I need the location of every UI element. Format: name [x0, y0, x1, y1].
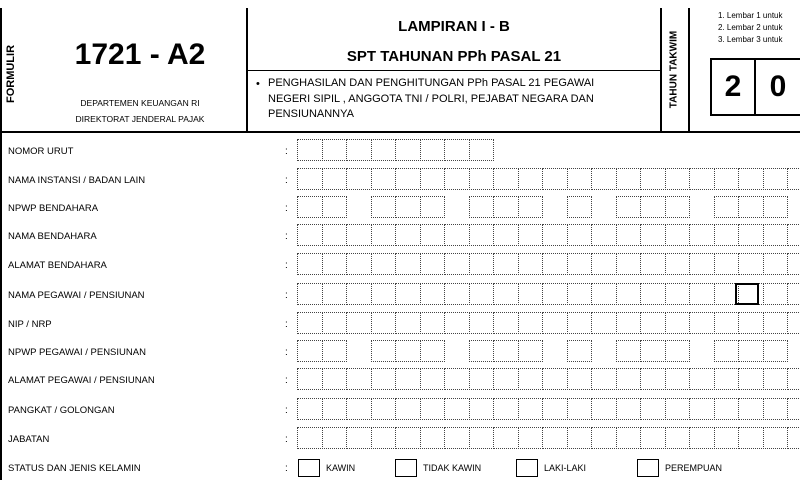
label-npwp-pegawai: NPWP PEGAWAI / PENSIUNAN — [8, 347, 146, 358]
nip-nrp-box[interactable] — [738, 312, 764, 334]
nama-pegawai-box[interactable] — [787, 283, 800, 305]
npwp-bendahara-box[interactable] — [493, 196, 519, 218]
nama-pegawai-box[interactable] — [591, 283, 617, 305]
alamat-pegawai-box[interactable] — [787, 368, 800, 390]
perempuan-checkbox[interactable] — [637, 459, 659, 477]
label-nip-nrp: NIP / NRP — [8, 319, 52, 330]
npwp-bendahara-box[interactable] — [640, 196, 666, 218]
nama-pegawai-box[interactable] — [567, 283, 593, 305]
frame-left-border — [0, 8, 2, 132]
npwp-pegawai-box[interactable] — [640, 340, 666, 362]
npwp-pegawai-box[interactable] — [395, 340, 421, 362]
pangkat-golongan-box[interactable] — [689, 398, 715, 420]
pangkat-golongan-box[interactable] — [322, 398, 348, 420]
jabatan-box[interactable] — [469, 427, 495, 449]
alamat-pegawai-box[interactable] — [542, 368, 568, 390]
npwp-bendahara-box[interactable] — [371, 196, 397, 218]
npwp-pegawai-box[interactable] — [763, 340, 789, 362]
npwp-bendahara-box[interactable] — [714, 196, 740, 218]
nip-nrp-box[interactable] — [493, 312, 519, 334]
kawin-checkbox[interactable] — [298, 459, 320, 477]
colon: : — [285, 319, 288, 330]
spt-title: SPT TAHUNAN PPh PASAL 21 — [346, 48, 562, 65]
alamat-pegawai-box[interactable] — [665, 368, 691, 390]
nama-pegawai-box[interactable] — [640, 283, 666, 305]
alamat-bendahara-box[interactable] — [493, 253, 519, 275]
nip-nrp-box[interactable] — [616, 312, 642, 334]
alamat-bendahara-box[interactable] — [763, 253, 789, 275]
npwp-pegawai-box[interactable] — [714, 340, 740, 362]
nama-instansi-box[interactable] — [591, 168, 617, 190]
nama-bendahara-box[interactable] — [640, 224, 666, 246]
jabatan-box[interactable] — [738, 427, 764, 449]
description-line-1: PENGHASILAN DAN PENGHITUNGAN PPh PASAL 21 PEGAWAI — [268, 77, 595, 89]
alamat-bendahara-box[interactable] — [665, 253, 691, 275]
nip-nrp-box[interactable] — [714, 312, 740, 334]
label-alamat-pegawai: ALAMAT PEGAWAI / PENSIUNAN — [8, 375, 155, 386]
nama-instansi-box[interactable] — [420, 168, 446, 190]
jabatan-box[interactable] — [616, 427, 642, 449]
npwp-bendahara-box[interactable] — [322, 196, 348, 218]
alamat-pegawai-box[interactable] — [346, 368, 372, 390]
alamat-bendahara-box[interactable] — [518, 253, 544, 275]
nama-bendahara-box[interactable] — [787, 224, 800, 246]
nama-instansi-box[interactable] — [616, 168, 642, 190]
pangkat-golongan-box[interactable] — [420, 398, 446, 420]
nama-pegawai-box[interactable] — [346, 283, 372, 305]
npwp-pegawai-box[interactable] — [665, 340, 691, 362]
label-nama-bendahara: NAMA BENDAHARA — [8, 231, 97, 242]
nip-nrp-box[interactable] — [420, 312, 446, 334]
nip-nrp-box[interactable] — [322, 312, 348, 334]
pangkat-golongan-box[interactable] — [346, 398, 372, 420]
colon: : — [285, 463, 288, 474]
jabatan-box[interactable] — [640, 427, 666, 449]
label-alamat-bendahara: ALAMAT BENDAHARA — [8, 260, 107, 271]
pangkat-golongan-box[interactable] — [371, 398, 397, 420]
nama-bendahara-box[interactable] — [738, 224, 764, 246]
nama-instansi-box[interactable] — [714, 168, 740, 190]
nama-bendahara-box[interactable] — [297, 224, 323, 246]
alamat-pegawai-box[interactable] — [616, 368, 642, 390]
npwp-bendahara-box[interactable] — [420, 196, 446, 218]
nama-instansi-box[interactable] — [297, 168, 323, 190]
npwp-bendahara-box[interactable] — [395, 196, 421, 218]
directorate-name: DIREKTORAT JENDERAL PAJAK — [75, 114, 205, 124]
npwp-pegawai-box[interactable] — [493, 340, 519, 362]
nomor-urut-box[interactable] — [395, 139, 421, 161]
label-nomor-urut: NOMOR URUT — [8, 146, 74, 157]
nama-bendahara-box[interactable] — [469, 224, 495, 246]
nama-bendahara-box[interactable] — [542, 224, 568, 246]
frame-divider-2 — [660, 8, 662, 132]
jabatan-box[interactable] — [346, 427, 372, 449]
jabatan-box[interactable] — [493, 427, 519, 449]
nama-bendahara-box[interactable] — [420, 224, 446, 246]
jabatan-box[interactable] — [371, 427, 397, 449]
nama-bendahara-box[interactable] — [444, 224, 470, 246]
nama-pegawai-box[interactable] — [420, 283, 446, 305]
npwp-pegawai-box[interactable] — [371, 340, 397, 362]
nama-instansi-box[interactable] — [640, 168, 666, 190]
nama-instansi-box[interactable] — [738, 168, 764, 190]
nomor-urut-box[interactable] — [444, 139, 470, 161]
nama-bendahara-box[interactable] — [763, 224, 789, 246]
form-code: 1721 - A2 — [74, 38, 206, 71]
alamat-bendahara-box[interactable] — [616, 253, 642, 275]
department-name: DEPARTEMEN KEUANGAN RI — [80, 98, 200, 108]
nama-bendahara-box[interactable] — [616, 224, 642, 246]
alamat-pegawai-box[interactable] — [591, 368, 617, 390]
alamat-bendahara-box[interactable] — [444, 253, 470, 275]
jabatan-box[interactable] — [518, 427, 544, 449]
label-pangkat-golongan: PANGKAT / GOLONGAN — [8, 405, 115, 416]
nip-nrp-box[interactable] — [591, 312, 617, 334]
nama-pegawai-box[interactable] — [665, 283, 691, 305]
nama-instansi-box[interactable] — [665, 168, 691, 190]
pangkat-golongan-box[interactable] — [591, 398, 617, 420]
nip-nrp-box[interactable] — [567, 312, 593, 334]
npwp-bendahara-box[interactable] — [616, 196, 642, 218]
nomor-urut-box[interactable] — [297, 139, 323, 161]
nama-instansi-box[interactable] — [763, 168, 789, 190]
pangkat-golongan-box[interactable] — [395, 398, 421, 420]
alamat-pegawai-box[interactable] — [518, 368, 544, 390]
alamat-bendahara-box[interactable] — [714, 253, 740, 275]
colon: : — [285, 146, 288, 157]
colon: : — [285, 347, 288, 358]
body-left-border — [0, 131, 2, 480]
nama-instansi-box[interactable] — [689, 168, 715, 190]
year-digit-box-2[interactable] — [754, 58, 800, 116]
alamat-pegawai-box[interactable] — [640, 368, 666, 390]
laki-laki-checkbox[interactable] — [516, 459, 538, 477]
nama-instansi-box[interactable] — [567, 168, 593, 190]
nama-pegawai-box[interactable] — [322, 283, 348, 305]
nama-bendahara-box[interactable] — [665, 224, 691, 246]
nama-bendahara-box[interactable] — [371, 224, 397, 246]
nama-bendahara-box[interactable] — [322, 224, 348, 246]
alamat-pegawai-box[interactable] — [395, 368, 421, 390]
alamat-bendahara-box[interactable] — [469, 253, 495, 275]
nama-pegawai-box[interactable] — [518, 283, 544, 305]
label-npwp-bendahara: NPWP BENDAHARA — [8, 203, 99, 214]
npwp-pegawai-box[interactable] — [420, 340, 446, 362]
npwp-bendahara-box[interactable] — [665, 196, 691, 218]
alamat-bendahara-box[interactable] — [371, 253, 397, 275]
year-digit-2: 0 — [769, 70, 787, 103]
nama-pegawai-box[interactable] — [469, 283, 495, 305]
nama-instansi-box[interactable] — [518, 168, 544, 190]
laki-laki-label: LAKI-LAKI — [544, 463, 587, 473]
nama-instansi-box[interactable] — [371, 168, 397, 190]
kawin-label: KAWIN — [326, 463, 356, 473]
alamat-pegawai-box[interactable] — [297, 368, 323, 390]
nomor-urut-box[interactable] — [371, 139, 397, 161]
alamat-pegawai-box[interactable] — [469, 368, 495, 390]
alamat-bendahara-box[interactable] — [640, 253, 666, 275]
jabatan-box[interactable] — [689, 427, 715, 449]
description-bullet: • — [256, 78, 260, 90]
alamat-bendahara-box[interactable] — [322, 253, 348, 275]
nip-nrp-box[interactable] — [787, 312, 800, 334]
jabatan-box[interactable] — [395, 427, 421, 449]
nip-nrp-box[interactable] — [763, 312, 789, 334]
sheet-note-2: 2. Lembar 2 untuk — [718, 23, 783, 32]
jabatan-box[interactable] — [444, 427, 470, 449]
pangkat-golongan-box[interactable] — [640, 398, 666, 420]
jabatan-box[interactable] — [763, 427, 789, 449]
npwp-bendahara-box[interactable] — [469, 196, 495, 218]
alamat-pegawai-box[interactable] — [763, 368, 789, 390]
nip-nrp-box[interactable] — [518, 312, 544, 334]
jabatan-box[interactable] — [322, 427, 348, 449]
nama-bendahara-box[interactable] — [689, 224, 715, 246]
label-status-jenis-kelamin: STATUS DAN JENIS KELAMIN — [8, 463, 141, 474]
nama-instansi-box[interactable] — [542, 168, 568, 190]
npwp-pegawai-box[interactable] — [567, 340, 593, 362]
pangkat-golongan-box[interactable] — [787, 398, 800, 420]
npwp-bendahara-box[interactable] — [567, 196, 593, 218]
nama-instansi-box[interactable] — [395, 168, 421, 190]
colon: : — [285, 260, 288, 271]
pangkat-golongan-box[interactable] — [714, 398, 740, 420]
nama-pegawai-box[interactable] — [371, 283, 397, 305]
nama-pegawai-box[interactable] — [493, 283, 519, 305]
alamat-pegawai-box[interactable] — [738, 368, 764, 390]
nama-bendahara-box[interactable] — [567, 224, 593, 246]
nama-bendahara-box[interactable] — [346, 224, 372, 246]
npwp-pegawai-box[interactable] — [322, 340, 348, 362]
colon: : — [285, 434, 288, 445]
colon: : — [285, 405, 288, 416]
nip-nrp-box[interactable] — [689, 312, 715, 334]
pangkat-golongan-box[interactable] — [542, 398, 568, 420]
jabatan-box[interactable] — [420, 427, 446, 449]
colon: : — [285, 203, 288, 214]
nomor-urut-box[interactable] — [420, 139, 446, 161]
nomor-urut-box[interactable] — [346, 139, 372, 161]
pangkat-golongan-box[interactable] — [297, 398, 323, 420]
sheet-note-1: 1. Lembar 1 untuk — [718, 11, 783, 20]
nip-nrp-box[interactable] — [444, 312, 470, 334]
jabatan-box[interactable] — [567, 427, 593, 449]
nama-pegawai-box[interactable] — [542, 283, 568, 305]
formulir-label: FORMULIR — [5, 44, 17, 104]
label-nama-pegawai: NAMA PEGAWAI / PENSIUNAN — [8, 290, 145, 301]
label-jabatan: JABATAN — [8, 434, 50, 445]
selected-cell-cursor[interactable] — [735, 283, 759, 305]
npwp-bendahara-box[interactable] — [518, 196, 544, 218]
nip-nrp-box[interactable] — [542, 312, 568, 334]
nama-pegawai-box[interactable] — [444, 283, 470, 305]
nama-bendahara-box[interactable] — [518, 224, 544, 246]
tidak-kawin-label: TIDAK KAWIN — [423, 463, 482, 473]
nip-nrp-box[interactable] — [665, 312, 691, 334]
pangkat-golongan-box[interactable] — [763, 398, 789, 420]
nama-bendahara-box[interactable] — [493, 224, 519, 246]
nama-instansi-box[interactable] — [493, 168, 519, 190]
nip-nrp-box[interactable] — [297, 312, 323, 334]
attachment-title: LAMPIRAN I - B — [398, 18, 510, 35]
nip-nrp-box[interactable] — [395, 312, 421, 334]
nama-pegawai-box[interactable] — [689, 283, 715, 305]
year-digit-1: 2 — [724, 70, 742, 103]
nama-bendahara-box[interactable] — [714, 224, 740, 246]
nip-nrp-box[interactable] — [371, 312, 397, 334]
nomor-urut-box[interactable] — [322, 139, 348, 161]
jabatan-box[interactable] — [714, 427, 740, 449]
pangkat-golongan-box[interactable] — [616, 398, 642, 420]
alamat-pegawai-box[interactable] — [444, 368, 470, 390]
nama-pegawai-box[interactable] — [763, 283, 789, 305]
alamat-pegawai-box[interactable] — [420, 368, 446, 390]
alamat-bendahara-box[interactable] — [689, 253, 715, 275]
npwp-bendahara-box[interactable] — [763, 196, 789, 218]
alamat-pegawai-box[interactable] — [567, 368, 593, 390]
npwp-pegawai-box[interactable] — [738, 340, 764, 362]
alamat-bendahara-box[interactable] — [395, 253, 421, 275]
colon: : — [285, 375, 288, 386]
jabatan-box[interactable] — [665, 427, 691, 449]
nip-nrp-box[interactable] — [346, 312, 372, 334]
colon: : — [285, 231, 288, 242]
year-digit-box-1[interactable] — [710, 58, 754, 116]
jabatan-box[interactable] — [787, 427, 800, 449]
pangkat-golongan-box[interactable] — [444, 398, 470, 420]
alamat-bendahara-box[interactable] — [346, 253, 372, 275]
alamat-bendahara-box[interactable] — [738, 253, 764, 275]
description-line-2: NEGERI SIPIL , ANGGOTA TNI / POLRI, PEJABAT NEGARA DAN — [268, 93, 594, 105]
alamat-pegawai-box[interactable] — [689, 368, 715, 390]
nama-instansi-box[interactable] — [469, 168, 495, 190]
alamat-bendahara-box[interactable] — [420, 253, 446, 275]
alamat-pegawai-box[interactable] — [493, 368, 519, 390]
colon: : — [285, 175, 288, 186]
npwp-bendahara-box[interactable] — [738, 196, 764, 218]
alamat-pegawai-box[interactable] — [322, 368, 348, 390]
perempuan-label: PEREMPUAN — [665, 463, 723, 473]
sheet-note-3: 3. Lembar 3 untuk — [718, 35, 783, 44]
nama-pegawai-box[interactable] — [297, 283, 323, 305]
nama-instansi-box[interactable] — [322, 168, 348, 190]
pangkat-golongan-box[interactable] — [469, 398, 495, 420]
pangkat-golongan-box[interactable] — [738, 398, 764, 420]
pangkat-golongan-box[interactable] — [665, 398, 691, 420]
npwp-pegawai-box[interactable] — [297, 340, 323, 362]
frame-divider-3 — [688, 8, 690, 132]
label-nama-instansi: NAMA INSTANSI / BADAN LAIN — [8, 175, 146, 186]
npwp-bendahara-box[interactable] — [297, 196, 323, 218]
alamat-bendahara-box[interactable] — [567, 253, 593, 275]
alamat-bendahara-box[interactable] — [297, 253, 323, 275]
npwp-pegawai-box[interactable] — [469, 340, 495, 362]
nomor-urut-box[interactable] — [469, 139, 495, 161]
alamat-bendahara-box[interactable] — [542, 253, 568, 275]
pangkat-golongan-box[interactable] — [518, 398, 544, 420]
year-label: TAHUN TAKWIM — [668, 30, 680, 109]
title-divider — [246, 70, 660, 71]
nama-instansi-box[interactable] — [444, 168, 470, 190]
npwp-pegawai-box[interactable] — [518, 340, 544, 362]
alamat-bendahara-box[interactable] — [787, 253, 800, 275]
npwp-pegawai-box[interactable] — [616, 340, 642, 362]
nama-bendahara-box[interactable] — [591, 224, 617, 246]
jabatan-box[interactable] — [591, 427, 617, 449]
alamat-pegawai-box[interactable] — [371, 368, 397, 390]
jabatan-box[interactable] — [297, 427, 323, 449]
alamat-pegawai-box[interactable] — [714, 368, 740, 390]
colon: : — [285, 290, 288, 301]
nama-pegawai-box[interactable] — [616, 283, 642, 305]
nama-instansi-box[interactable] — [346, 168, 372, 190]
jabatan-box[interactable] — [542, 427, 568, 449]
tidak-kawin-checkbox[interactable] — [395, 459, 417, 477]
pangkat-golongan-box[interactable] — [567, 398, 593, 420]
nama-bendahara-box[interactable] — [395, 224, 421, 246]
pangkat-golongan-box[interactable] — [493, 398, 519, 420]
nip-nrp-box[interactable] — [640, 312, 666, 334]
nama-instansi-box[interactable] — [787, 168, 800, 190]
header-bottom-border — [0, 131, 800, 133]
description-line-3: PENSIUNANNYA — [268, 108, 354, 120]
nama-pegawai-box[interactable] — [395, 283, 421, 305]
nip-nrp-box[interactable] — [469, 312, 495, 334]
alamat-bendahara-box[interactable] — [591, 253, 617, 275]
